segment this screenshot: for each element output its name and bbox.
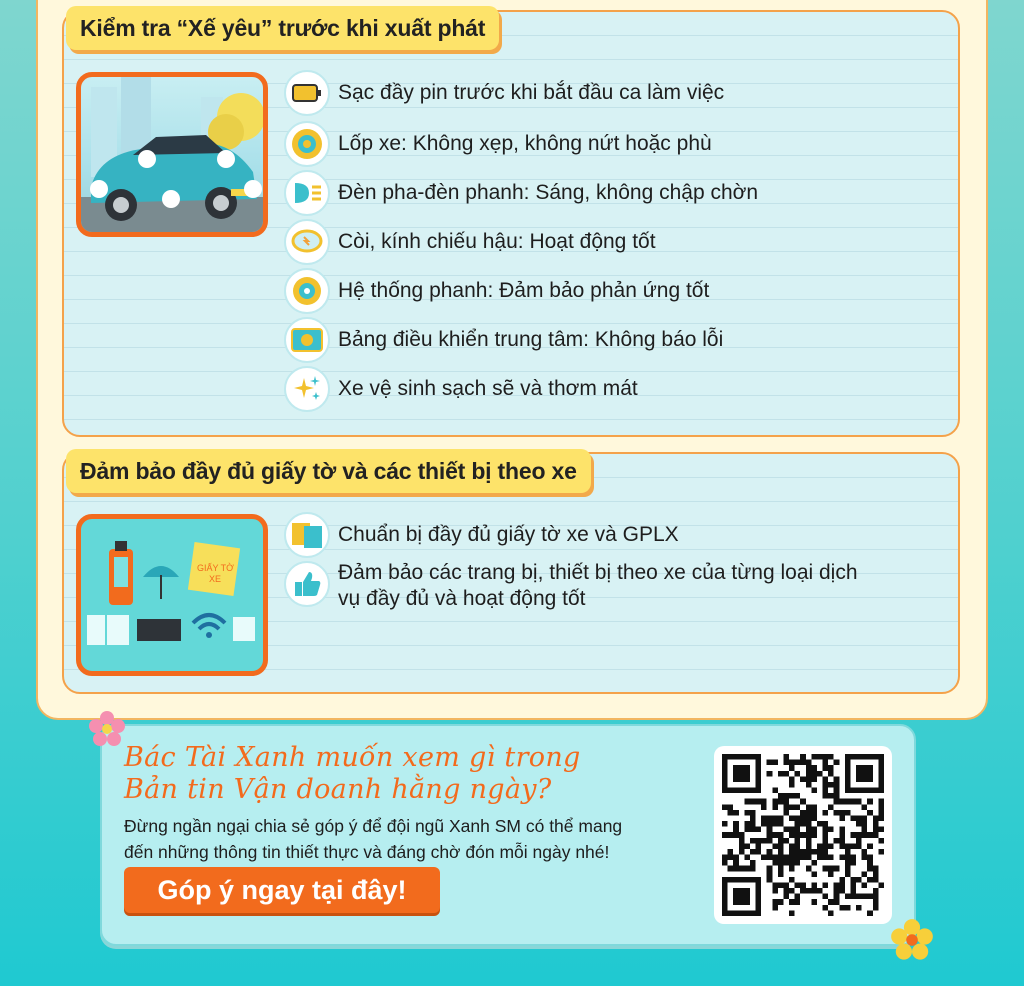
list-item: [284, 317, 723, 363]
feedback-title-line2: Bản tin Vận doanh hằng ngày?: [124, 774, 552, 805]
list-item: [284, 219, 656, 265]
list-item-text: Bảng điều khiển trung tâm: Không báo lỗi: [338, 328, 724, 351]
brake-icon: [284, 268, 330, 314]
list-item-text: Còi, kính chiếu hậu: Hoạt động tốt: [338, 230, 656, 253]
feedback-button[interactable]: Góp ý ngay tại đây!: [124, 867, 440, 913]
headlight-icon: [284, 170, 330, 216]
list-item-text: Chuẩn bị đầy đủ giấy tờ xe và GPLX: [338, 523, 679, 546]
list-item-text: Hệ thống phanh: Đảm bảo phản ứng tốt: [338, 279, 710, 302]
list-item: [284, 561, 858, 612]
list-item: [284, 121, 712, 167]
list-item: [284, 366, 638, 412]
list-item-text: Sạc đầy pin trước khi bắt đầu ca làm việc: [338, 81, 725, 104]
list-item: [284, 512, 679, 558]
equipment-illustration: [76, 514, 268, 676]
flower-icon: [88, 710, 126, 748]
sparkle-icon: [284, 366, 330, 412]
feedback-body-line2: đến những thông tin thiết thực và đáng chờ đón mỗi ngày nhé!: [124, 842, 610, 862]
car-illustration: [76, 72, 268, 237]
dashboard-icon: [284, 317, 330, 363]
qr-code[interactable]: [714, 746, 892, 924]
tire-icon: [284, 121, 330, 167]
feedback-body-line1: Đừng ngần ngại chia sẻ góp ý để đội ngũ Xanh SM có thể mang: [124, 816, 623, 836]
section-title-vehicle-check: Kiểm tra “Xế yêu” trước khi xuất phát: [66, 6, 499, 50]
list-item-text: Xe vệ sinh sạch sẽ và thơm mát: [338, 377, 638, 400]
list-item: [284, 268, 709, 314]
doc-label-1: GIẤY TỜ: [197, 563, 234, 573]
thumbs-up-icon: [284, 561, 330, 607]
list-item-text-line2: vụ đầy đủ và hoạt động tốt: [338, 587, 586, 610]
list-item-text-line1: Đảm bảo các trang bị, thiết bị theo xe của từng loại dịch: [338, 561, 858, 584]
list-item: [284, 70, 724, 116]
list-item-text: Lốp xe: Không xẹp, không nứt hoặc phù: [338, 132, 712, 155]
list-item: [284, 170, 758, 216]
feedback-title-line1: Bác Tài Xanh muốn xem gì trong: [124, 742, 581, 773]
mirror-icon: [284, 219, 330, 265]
battery-icon: [284, 70, 330, 116]
flower-icon: [890, 918, 934, 962]
section-title-documents: Đảm bảo đầy đủ giấy tờ và các thiết bị theo xe: [66, 449, 591, 493]
list-item-text: Đèn pha-đèn phanh: Sáng, không chập chờn: [338, 181, 759, 204]
documents-icon: [284, 512, 330, 558]
doc-label-2: XE: [209, 574, 222, 584]
